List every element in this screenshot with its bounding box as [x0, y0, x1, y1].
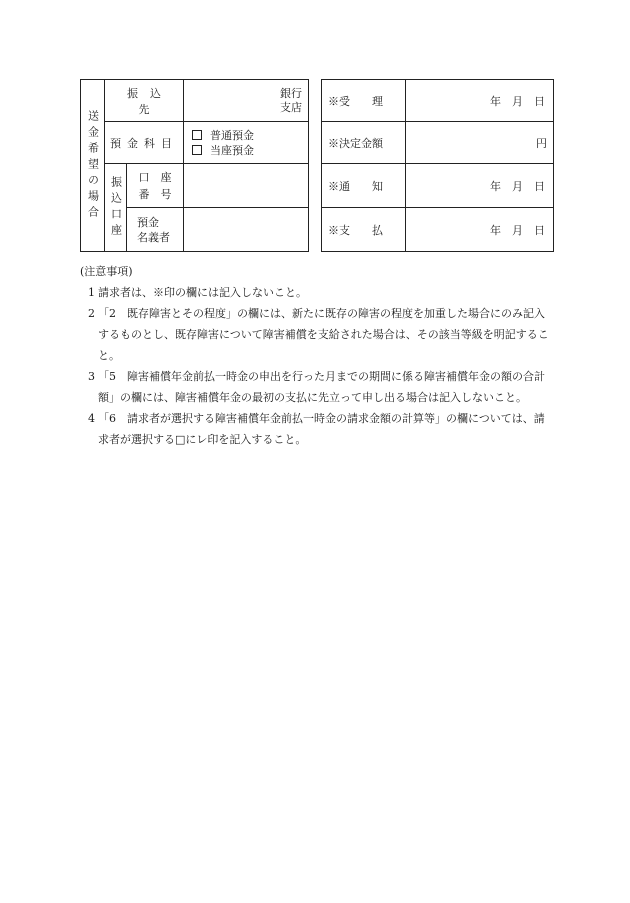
checkbox-icon[interactable] [192, 130, 202, 140]
note-item: 3 「5 障害補償年金前払一時金の申出を行った月までの期間に係る障害補償年金の額の合計額」の欄には、障害補償年金の最初の支払に先立って申し出る場合は記入しないこと。 [88, 370, 545, 404]
decided-amount-value: 円 [406, 122, 554, 164]
account-number-field[interactable] [184, 164, 309, 208]
account-holder-label: 預金 名義者 [127, 208, 184, 252]
remittance-section-label: 送金希望の場合 [81, 80, 105, 252]
paid-date: 年 月 日 [406, 208, 554, 252]
checkbox-icon[interactable] [192, 145, 202, 155]
notified-label: ※通 知 [322, 164, 406, 208]
office-use-table [321, 79, 554, 252]
paid-label: ※支 払 [322, 208, 406, 252]
deposit-type-options [184, 122, 309, 164]
received-label: ※受 理 [322, 80, 406, 122]
note-item: 1 請求者は、※印の欄には記入しないこと。 [88, 286, 307, 299]
decided-amount-label: ※決定金額 [322, 122, 406, 164]
ordinary-deposit-option[interactable]: 普通預金 [192, 128, 308, 143]
account-number-label: 口 座 番 号 [127, 164, 184, 208]
remittance-table [80, 79, 309, 252]
notes-title: (注意事項) [80, 265, 133, 278]
notes-section [80, 261, 550, 450]
bank-name-field[interactable] [184, 80, 309, 122]
transfer-account-label: 振込口座 [105, 164, 127, 252]
bank-suffix: 銀行 [280, 86, 302, 100]
account-holder-field[interactable] [184, 208, 309, 252]
current-deposit-option[interactable]: 当座預金 [192, 143, 308, 158]
note-item: 2 「2 既存障害とその程度」の欄には、新たに既存の障害の程度を加重した場合にのみ記入するものとし、既存障害について障害補償を支給された場合は、その該当等級を明記すること。 [88, 307, 549, 362]
branch-suffix: 支店 [280, 100, 302, 114]
notified-date: 年 月 日 [406, 164, 554, 208]
note-item: 4 「6 請求者が選択する障害補償年金前払一時金の請求金額の計算等」の欄については、請求者が選択する□にレ印を記入すること。 [88, 412, 545, 446]
deposit-type-label: 預金科目 [105, 122, 184, 164]
received-date: 年 月 日 [406, 80, 554, 122]
transfer-destination-label: 振込先 [105, 80, 184, 122]
